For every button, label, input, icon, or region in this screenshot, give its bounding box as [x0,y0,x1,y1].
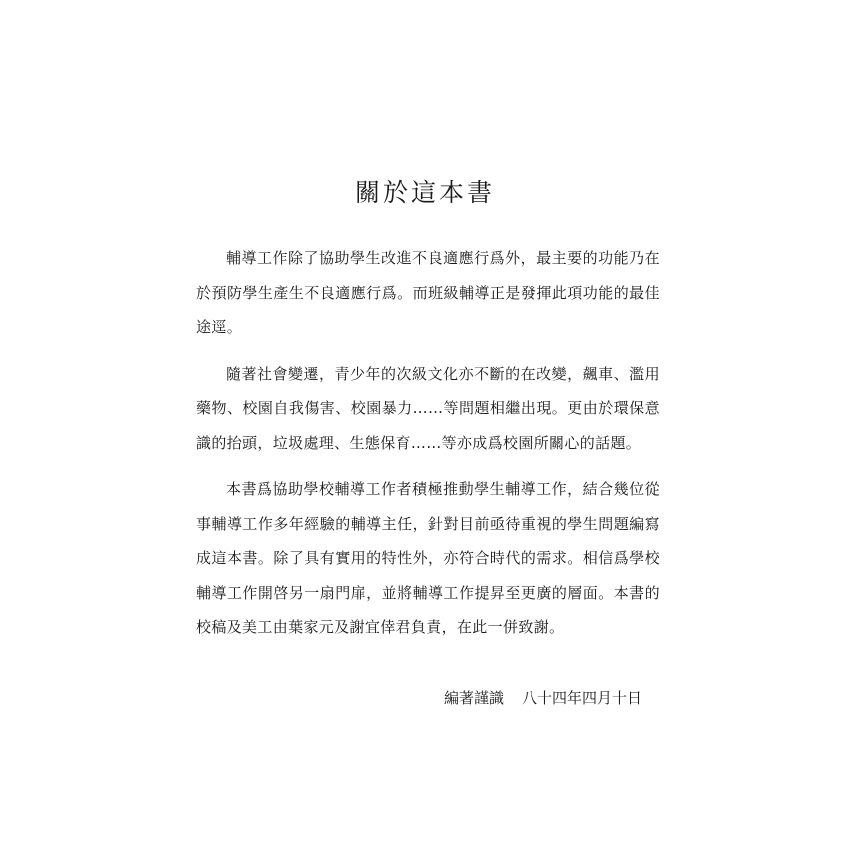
signature-date: 八十四年四月十日 [521,689,642,707]
paragraph-2: 隨著社會變遷，青少年的次級文化亦不斷的在改變，飆車、濫用藥物、校園自我傷害、校園暴力……等問題相繼出現。更由於環保意識的抬頭，垃圾處理、生態保育……等亦成爲校園所關心的話題。 [196,364,660,452]
signature-author: 編著謹識 [443,689,504,707]
paragraph-1: 輔導工作除了協助學生改進不良適應行爲外，最主要的功能乃在於預防學生產生不良適應行爲。而班級輔導正是發揮此項功能的最佳途逕。 [196,249,660,336]
paragraph-3: 本書爲協助學校輔導工作者積極推動學生輔導工作，結合幾位從事輔導工作多年經驗的輔導主任，針對目前亟待重視的學生問題編寫成這本書。除了具有實用的特性外，亦符合時代的需求。相信爲學校輔導工作開啓另一扇門扉，並將輔導工作提昇至更廣的層面。本書的校稿及美工由葉家元及謝宜倖君負責，在此一併致謝。 [196,480,660,636]
page-title: 關於這本書 [354,178,495,207]
body-text [196,241,660,657]
signature [444,688,642,708]
